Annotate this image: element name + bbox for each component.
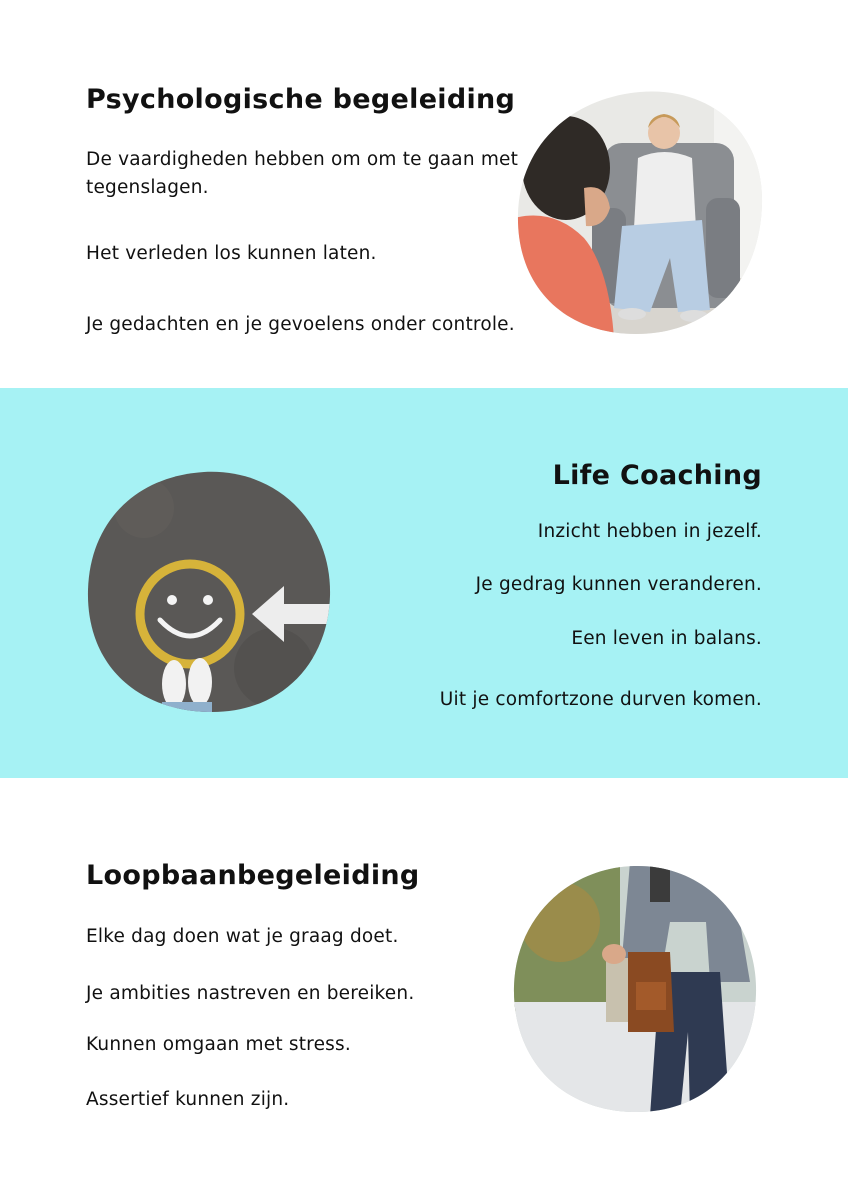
- section-line: Je gedrag kunnen veranderen.: [475, 574, 762, 595]
- section-line: Je gedachten en je gevoelens onder controle.: [86, 314, 515, 335]
- section-line: Kunnen omgaan met stress.: [86, 1034, 351, 1055]
- section-title: Life Coaching: [552, 460, 762, 491]
- section-line: Assertief kunnen zijn.: [86, 1089, 290, 1110]
- section-line: Het verleden los kunnen laten.: [86, 243, 377, 264]
- section-line: Uit je comfortzone durven komen.: [439, 689, 762, 710]
- speech-notch: [98, 388, 128, 426]
- section-loopbaanbegeleiding: [0, 778, 848, 1200]
- section-line: De vaardigheden hebben om om te gaan met tegenslagen.: [86, 149, 519, 198]
- smiley-on-asphalt-photo: [84, 468, 334, 716]
- section-line: Een leven in balans.: [571, 628, 762, 649]
- section-line: Inzicht hebben in jezelf.: [537, 521, 762, 542]
- section-title: Psychologische begeleiding: [86, 84, 516, 115]
- section-psychologische-begeleiding: [0, 0, 848, 388]
- section-life-coaching: [0, 388, 848, 778]
- section-line: Elke dag doen wat je graag doet.: [86, 926, 399, 947]
- therapy-session-photo: [514, 88, 766, 338]
- section-line: Je ambities nastreven en bereiken.: [86, 983, 415, 1004]
- section-title: Loopbaanbegeleiding: [86, 860, 420, 891]
- speech-notch: [750, 778, 780, 816]
- man-with-briefcase-photo: [510, 862, 760, 1116]
